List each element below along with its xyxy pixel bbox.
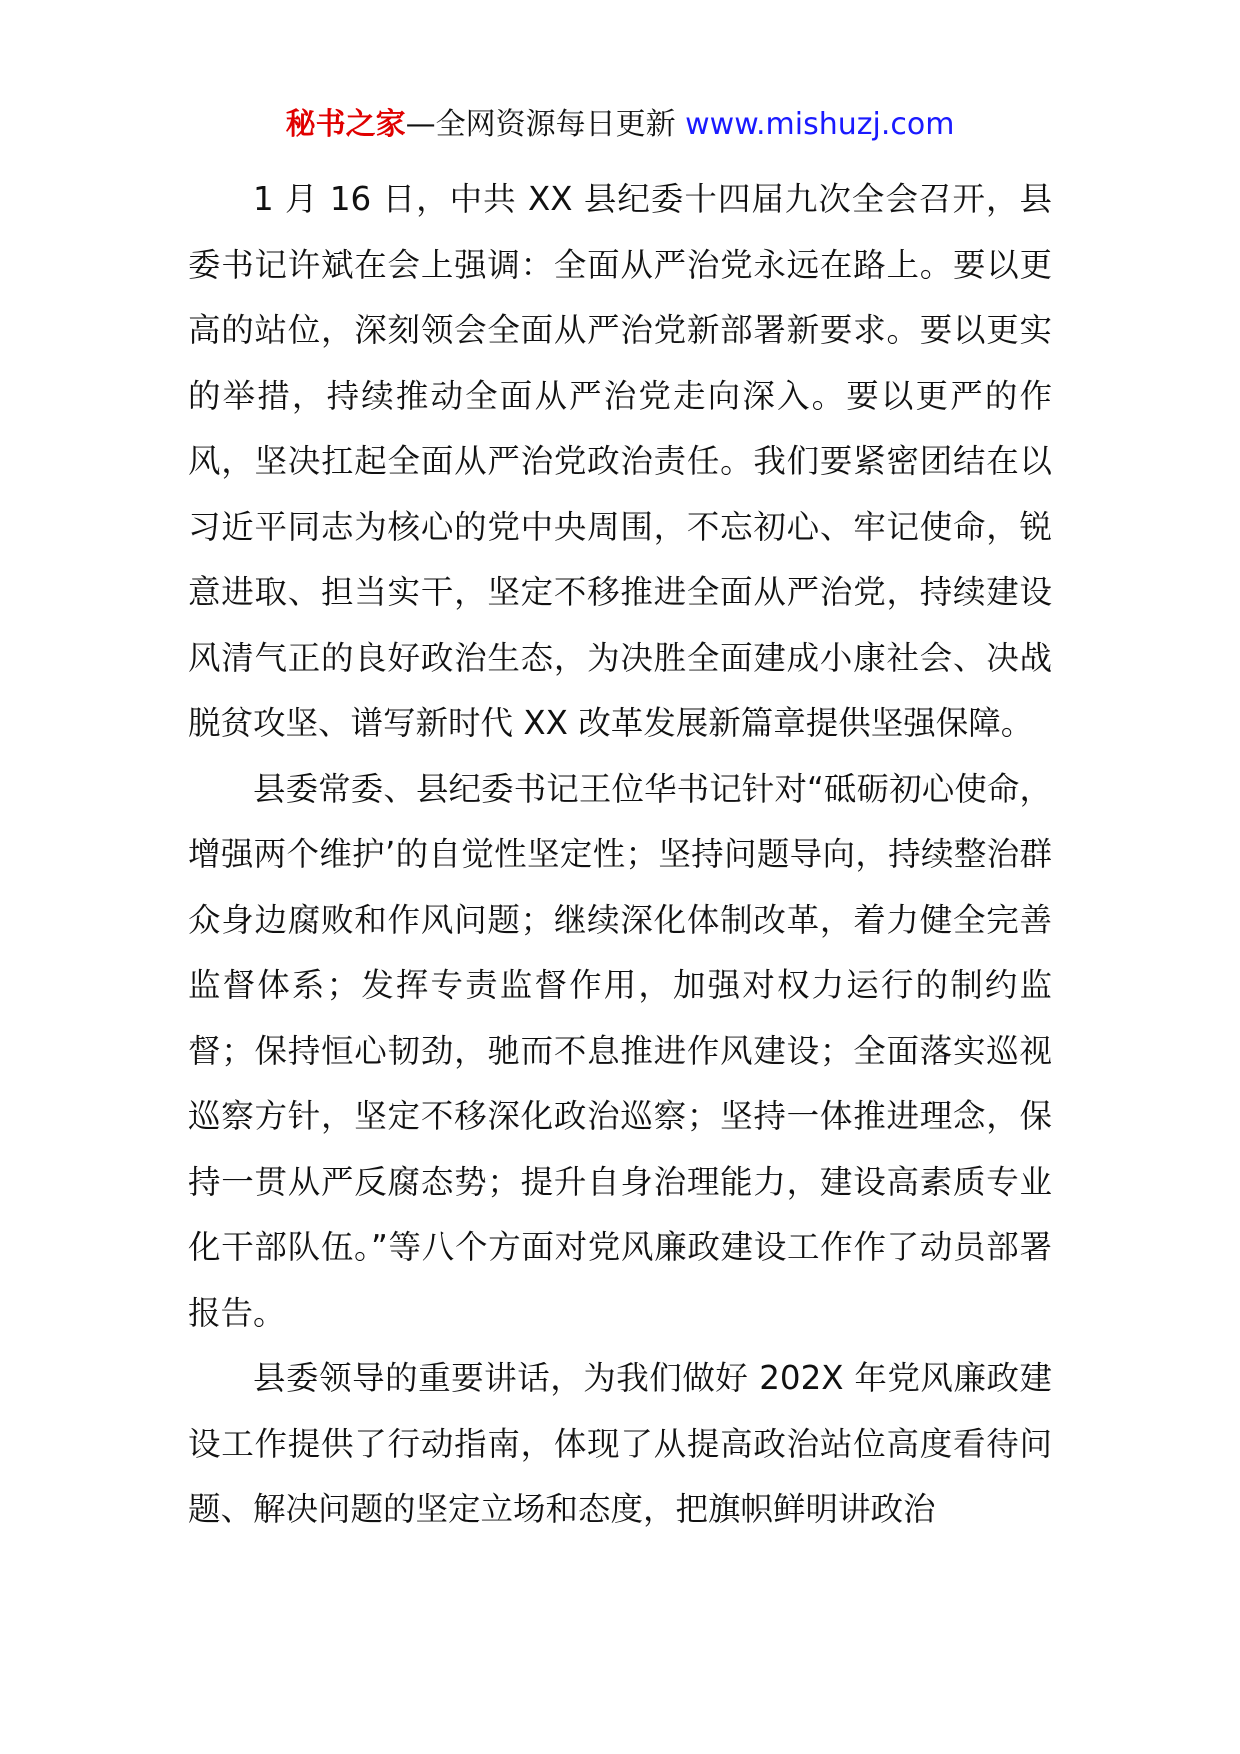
header-tagline: —全网资源每日更新 (405, 107, 686, 142)
site-header (0, 103, 1240, 147)
document-body (188, 167, 1052, 1543)
paragraph-2: 县委常委、县纪委书记王位华书记针对“砥砺初心使命，增强两个维护’的自觉性坚定性；坚持问题导向，持续整治群众身边腐败和作风问题；继续深化体制改革，着力健全完善监督体系；发挥专责监督作用，加强对权力运行的制约监督；保持恒心韧劲，驰而不息推进作风建设；全面落实巡视巡察方针，坚定不移深化政治巡察；坚持一体推进理念，保持一贯从严反腐态势；提升自身治理能力，建设高素质专业化干部队伍。”等八个方面对党风廉政建设工作作了动员部署报告。 (188, 769, 1052, 1332)
paragraph-1: 1 月 16 日，中共 XX 县纪委十四届九次全会召开，县委书记许斌在会上强调：全面从严治党永远在路上。要以更高的站位，深刻领会全面从严治党新部署新要求。要以更实的举措，持续推动全面从严治党走向深入。要以更严的作风，坚决扛起全面从严治党政治责任。我们要紧密团结在以习近平同志为核心的党中央周围，不忘初心、牢记使命，锐意进取、担当实干，坚定不移推进全面从严治党，持续建设风清气正的良好政治生态，为决胜全面建成小康社会、决战脱贫攻坚、谱写新时代 XX 改革发展新篇章提供坚强保障。 (188, 180, 1052, 742)
brand-name: 秘书之家 (285, 107, 406, 142)
site-url-link[interactable]: www.mishuzj.com (685, 107, 955, 142)
paragraph-3: 县委领导的重要讲话，为我们做好 202X 年党风廉政建设工作提供了行动指南，体现了从提高政治站位高度看待问题、解决问题的坚定立场和态度，把旗帜鲜明讲政治 (188, 1359, 1052, 1528)
